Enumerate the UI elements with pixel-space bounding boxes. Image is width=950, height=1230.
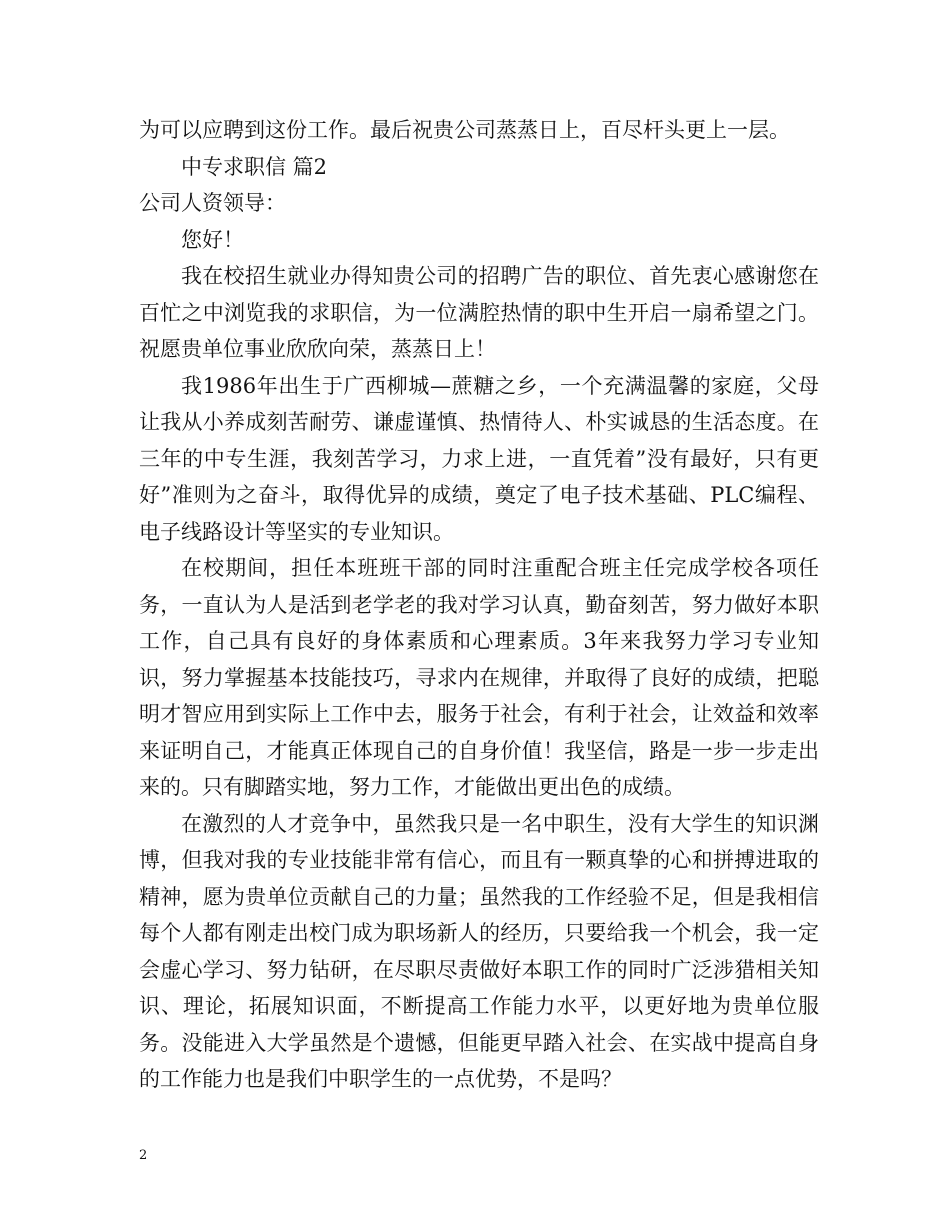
- paragraph-school-experience: 在校期间，担任本班班干部的同时注重配合班主任完成学校各项任务，一直认为人是活到老学老的我对学习认真，勤奋刻苦，努力做好本职工作，自己具有良好的身体素质和心理素质。3年来我努力学习专业知识，努力掌握基本技能技巧，寻求内在规律，并取得了良好的成绩，把聪明才智应用到实际上工作中去，服务于社会，有利于社会，让效益和效率来证明自己，才能真正体现自己的自身价值！我坚信，路是一步一步走出来的。只有脚踏实地，努力工作，才能做出更出色的成绩。: [139, 556, 819, 799]
- paragraph-closing-line: 为可以应聘到这份工作。最后祝贵公司蒸蒸日上，百尽杆头更上一层。: [139, 118, 790, 142]
- page-number: 2: [139, 1148, 148, 1163]
- greeting: 您好！: [181, 227, 244, 252]
- paragraph-background: 我1986年出生于广西柳城—蔗糖之乡，一个充满温馨的家庭，父母让我从小养成刻苦耐劳、谦虚谨慎、热情待人、朴实诚恳的生活态度。在三年的中专生涯，我刻苦学习，力求上进，一直凭着”没有最好，只有更好”准则为之奋斗，取得优异的成绩，奠定了电子技术基础、PLC编程、电子线路设计等坚实的专业知识。: [139, 373, 819, 544]
- document-body: [139, 112, 819, 1098]
- salutation: 公司人资领导：: [139, 191, 286, 215]
- section-heading: 中专求职信 篇2: [181, 154, 328, 179]
- paragraph-competition: 在激烈的人才竞争中，虽然我只是一名中职生，没有大学生的知识渊博，但我对我的专业技能非常有信心，而且有一颗真挚的心和拼搏进取的精神，愿为贵单位贡献自己的力量；虽然我的工作经验不足，但是我相信每个人都有刚走出校门成为职场新人的经历，只要给我一个机会，我一定会虚心学习、努力钻研，在尽职尽责做好本职工作的同时广泛涉猎相关知识、理论，拓展知识面，不断提高工作能力水平，以更好地为贵单位服务。没能进入大学虽然是个遗憾，但能更早踏入社会、在实战中提高自身的工作能力也是我们中职学生的一点优势，不是吗？: [139, 811, 819, 1091]
- paragraph-intro: 我在校招生就业办得知贵公司的招聘广告的职位、首先衷心感谢您在百忙之中浏览我的求职信，为一位满腔热情的职中生开启一扇希望之门。祝愿贵单位事业欣欣向荣，蒸蒸日上！: [139, 264, 819, 361]
